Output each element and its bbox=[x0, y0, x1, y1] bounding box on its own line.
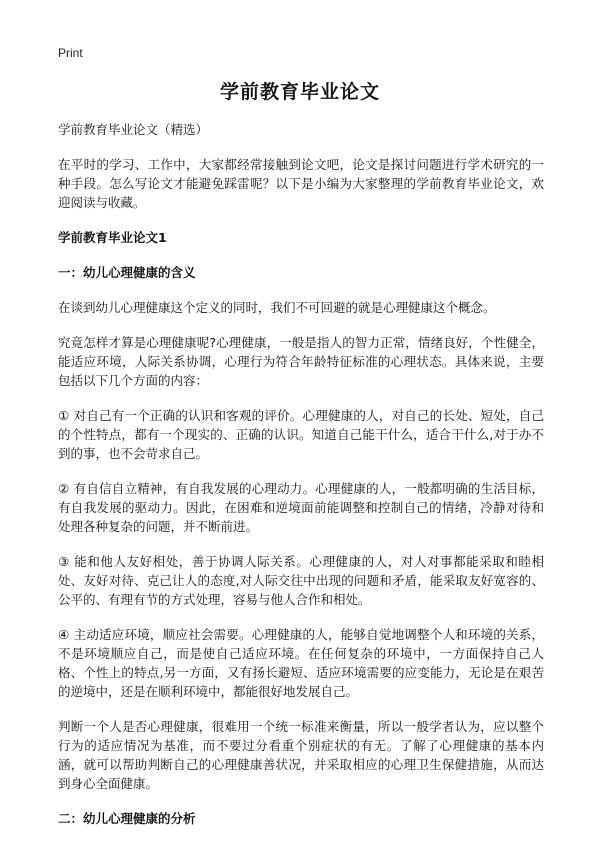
body-paragraph: 究竟怎样才算是心理健康呢?心理健康，一般是指人的智力正常，情绪良好，个性健全，能适应环境，人际关系协调，心理行为符合年龄特征标准的心理状态。具体来说，主要包括以下几个方面的内容： bbox=[58, 335, 544, 388]
page-title: 学前教育毕业论文 bbox=[219, 81, 380, 103]
intro-paragraph: 在平时的学习、工作中，大家都经常接触到论文吧，论文是探讨问题进行学术研究的一种手段。怎么写论文才能避免踩雷呢？以下是小编为大家整理的学前教育毕业论文，欢迎阅读与收藏。 bbox=[58, 157, 544, 210]
section-heading-2: 二：幼儿心理健康的分析 bbox=[58, 811, 196, 826]
body-paragraph: ② 有自信自立精神，有自我发展的心理动力。心理健康的人，一般都明确的生活目标，有自我发展的驱动力。因此，在困难和逆境面前能调整和控制自己的情绪，冷静对待和处理各种复杂的问题，并不断前进。 bbox=[58, 481, 544, 534]
article-heading: 学前教育毕业论文1 bbox=[58, 230, 167, 245]
body-paragraph: 在谈到幼儿心理健康这个定义的同时，我们不可回避的就是心理健康这个概念。 bbox=[58, 300, 496, 315]
section-heading-1: 一：幼儿心理健康的含义 bbox=[58, 265, 196, 280]
document-subtitle: 学前教育毕业论文（精选） bbox=[58, 122, 209, 137]
document-body bbox=[58, 120, 544, 844]
body-paragraph: ④ 主动适应环境，顺应社会需要。心理健康的人，能够自觉地调整个人和环境的关系，不是环境顺应自己，而是使自己适应环境。在任何复杂的环境中，一方面保持自己人格、个性上的特点,另一方面，又有扬长避短、适应环境需要的应变能力，无论是在艰苦的逆境中，还是在顺利环境中，都能很好地发展自己。 bbox=[58, 627, 544, 699]
print-link[interactable]: Print bbox=[58, 46, 83, 60]
body-paragraph: ① 对自己有一个正确的认识和客观的评价。心理健康的人，对自己的长处、短处，自己的个性特点，都有一个现实的、正确的认识。知道自己能干什么，适合干什么,对于办不到的事，也不会苛求自己。 bbox=[58, 408, 544, 461]
body-paragraph: 判断一个人是否心理健康，很难用一个统一标准来衡量，所以一般学者认为，应以整个行为的适应情况为基准，而不要过分看重个别症状的有无。了解了心理健康的基本内涵，就可以帮助判断自己的心理健康善状况，并采取相应的心理卫生保健措施，从而达到身心全面健康。 bbox=[58, 719, 544, 791]
body-paragraph: ③ 能和他人友好相处，善于协调人际关系。心理健康的人，对人对事都能采取和睦相处、友好对待、克己让人的态度,对人际交往中出现的问题和矛盾，能采取友好宽容的、公平的、有理有节的方式处理，容易与他人合作和相处。 bbox=[58, 554, 544, 607]
